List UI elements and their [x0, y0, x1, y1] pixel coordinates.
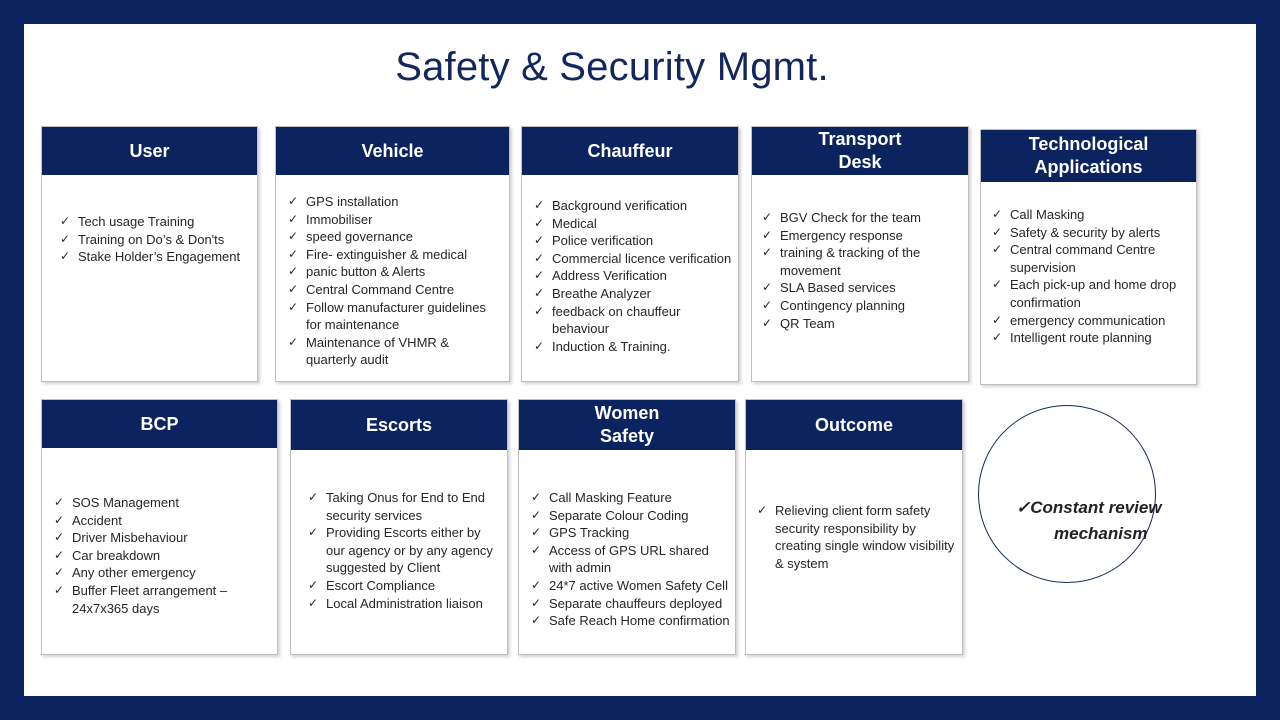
list-item: ✓ speed governance: [288, 228, 503, 246]
review-line-1: [1002, 495, 1202, 521]
list-item: ✓ Accident: [54, 512, 271, 530]
list-item: ✓ SOS Management: [54, 494, 271, 512]
list-item: ✓ Car breakdown: [54, 547, 271, 565]
card-women-safety-list: [531, 489, 735, 630]
list-item: ✓ emergency communication: [992, 312, 1190, 330]
card-technological-applications-heading: [981, 130, 1196, 182]
card-escorts: [290, 399, 508, 655]
check-icon: ✓: [1016, 498, 1031, 517]
review-circle: [978, 405, 1156, 583]
list-item: ✓ Local Administration liaison: [308, 595, 501, 613]
card-outcome: [745, 399, 963, 655]
card-vehicle: [275, 126, 510, 382]
list-item: ✓ training & tracking of the movement: [762, 244, 962, 279]
card-chauffeur: [521, 126, 739, 382]
list-item: ✓ Access of GPS URL shared with admin: [531, 542, 735, 577]
list-item: ✓ Medical: [534, 215, 732, 233]
card-user-list: [60, 213, 251, 266]
list-item: ✓ Call Masking Feature: [531, 489, 735, 507]
list-item: ✓ Breathe Analyzer: [534, 285, 732, 303]
card-outcome-heading: Outcome: [746, 400, 962, 450]
heading-line: Transport: [818, 129, 902, 149]
list-item: ✓ Tech usage Training: [60, 213, 251, 231]
card-transport-desk-heading: [752, 127, 968, 175]
list-item: ✓ Contingency planning: [762, 297, 962, 315]
list-item: ✓ Training on Do’s & Don'ts: [60, 231, 251, 249]
list-item: ✓ GPS Tracking: [531, 524, 735, 542]
list-item: ✓ Call Masking: [992, 206, 1190, 224]
list-item: ✓ Safe Reach Home confirmation: [531, 612, 735, 630]
list-item: ✓ SLA Based services: [762, 279, 962, 297]
list-item: ✓ Commercial licence verification: [534, 250, 732, 268]
list-item: ✓ Separate Colour Coding: [531, 507, 735, 525]
list-item: ✓ Emergency response: [762, 227, 962, 245]
list-item: ✓ Induction & Training.: [534, 338, 732, 356]
list-item: ✓ Central Command Centre: [288, 281, 503, 299]
list-item: ✓ BGV Check for the team: [762, 209, 962, 227]
card-user: [41, 126, 258, 382]
list-item: ✓ Fire- extinguisher & medical: [288, 246, 503, 264]
list-item: ✓ Background verification: [534, 197, 732, 215]
list-item: ✓ Safety & security by alerts: [992, 224, 1190, 242]
list-item: ✓ Providing Escorts either by our agency or by any agency suggested by Client: [308, 524, 501, 577]
card-women-safety-heading: [519, 400, 735, 450]
list-item: ✓ 24*7 active Women Safety Cell: [531, 577, 735, 595]
card-chauffeur-list: [534, 197, 732, 355]
review-text: [1002, 495, 1202, 547]
card-escorts-heading: Escorts: [291, 400, 507, 450]
card-transport-desk-list: [762, 209, 962, 332]
card-chauffeur-heading: Chauffeur: [522, 127, 738, 175]
card-bcp-heading: BCP: [42, 400, 277, 448]
list-item: ✓ feedback on chauffeur behaviour: [534, 303, 732, 338]
review-line-1-text: Constant review: [1030, 498, 1162, 517]
card-bcp-list: [54, 494, 271, 617]
card-outcome-list: [757, 502, 956, 572]
card-technological-applications: [980, 129, 1197, 385]
list-item: ✓ Any other emergency: [54, 564, 271, 582]
review-line-2: mechanism: [1054, 524, 1148, 543]
heading-line: Safety: [599, 426, 655, 446]
heading-line: Applications: [1034, 157, 1143, 177]
list-item: ✓ Follow manufacturer guidelines for maintenance: [288, 299, 503, 334]
list-item: ✓ Immobiliser: [288, 211, 503, 229]
card-bcp: [41, 399, 278, 655]
list-item: ✓ GPS installation: [288, 193, 503, 211]
card-escorts-list: [308, 489, 501, 612]
list-item: ✓ Maintenance of VHMR & quarterly audit: [288, 334, 503, 369]
list-item: ✓ Taking Onus for End to End security services: [308, 489, 501, 524]
heading-line: Technological: [1028, 134, 1149, 154]
list-item: ✓ Escort Compliance: [308, 577, 501, 595]
list-item: ✓ Stake Holder’s Engagement: [60, 248, 251, 266]
card-vehicle-list: [288, 193, 503, 369]
list-item: ✓ Address Verification: [534, 267, 732, 285]
list-item: ✓ Separate chauffeurs deployed: [531, 595, 735, 613]
heading-line: Women: [594, 403, 660, 423]
card-women-safety: [518, 399, 736, 655]
card-vehicle-heading: Vehicle: [276, 127, 509, 175]
list-item: ✓ Central command Centre supervision: [992, 241, 1190, 276]
card-technological-applications-list: [992, 206, 1190, 347]
page-title: Safety & Security Mgmt.: [395, 45, 829, 89]
list-item: ✓ Each pick-up and home drop confirmation: [992, 276, 1190, 311]
list-item: ✓ Police verification: [534, 232, 732, 250]
list-item: ✓ Intelligent route planning: [992, 329, 1190, 347]
list-item: ✓ Relieving client form safety security responsibility by creating single window visibility & system: [757, 502, 956, 572]
heading-line: Desk: [838, 152, 882, 172]
list-item: ✓ Buffer Fleet arrangement – 24x7x365 days: [54, 582, 271, 617]
card-user-heading: User: [42, 127, 257, 175]
list-item: ✓ QR Team: [762, 315, 962, 333]
list-item: ✓ Driver Misbehaviour: [54, 529, 271, 547]
card-transport-desk: [751, 126, 969, 382]
list-item: ✓ panic button & Alerts: [288, 263, 503, 281]
